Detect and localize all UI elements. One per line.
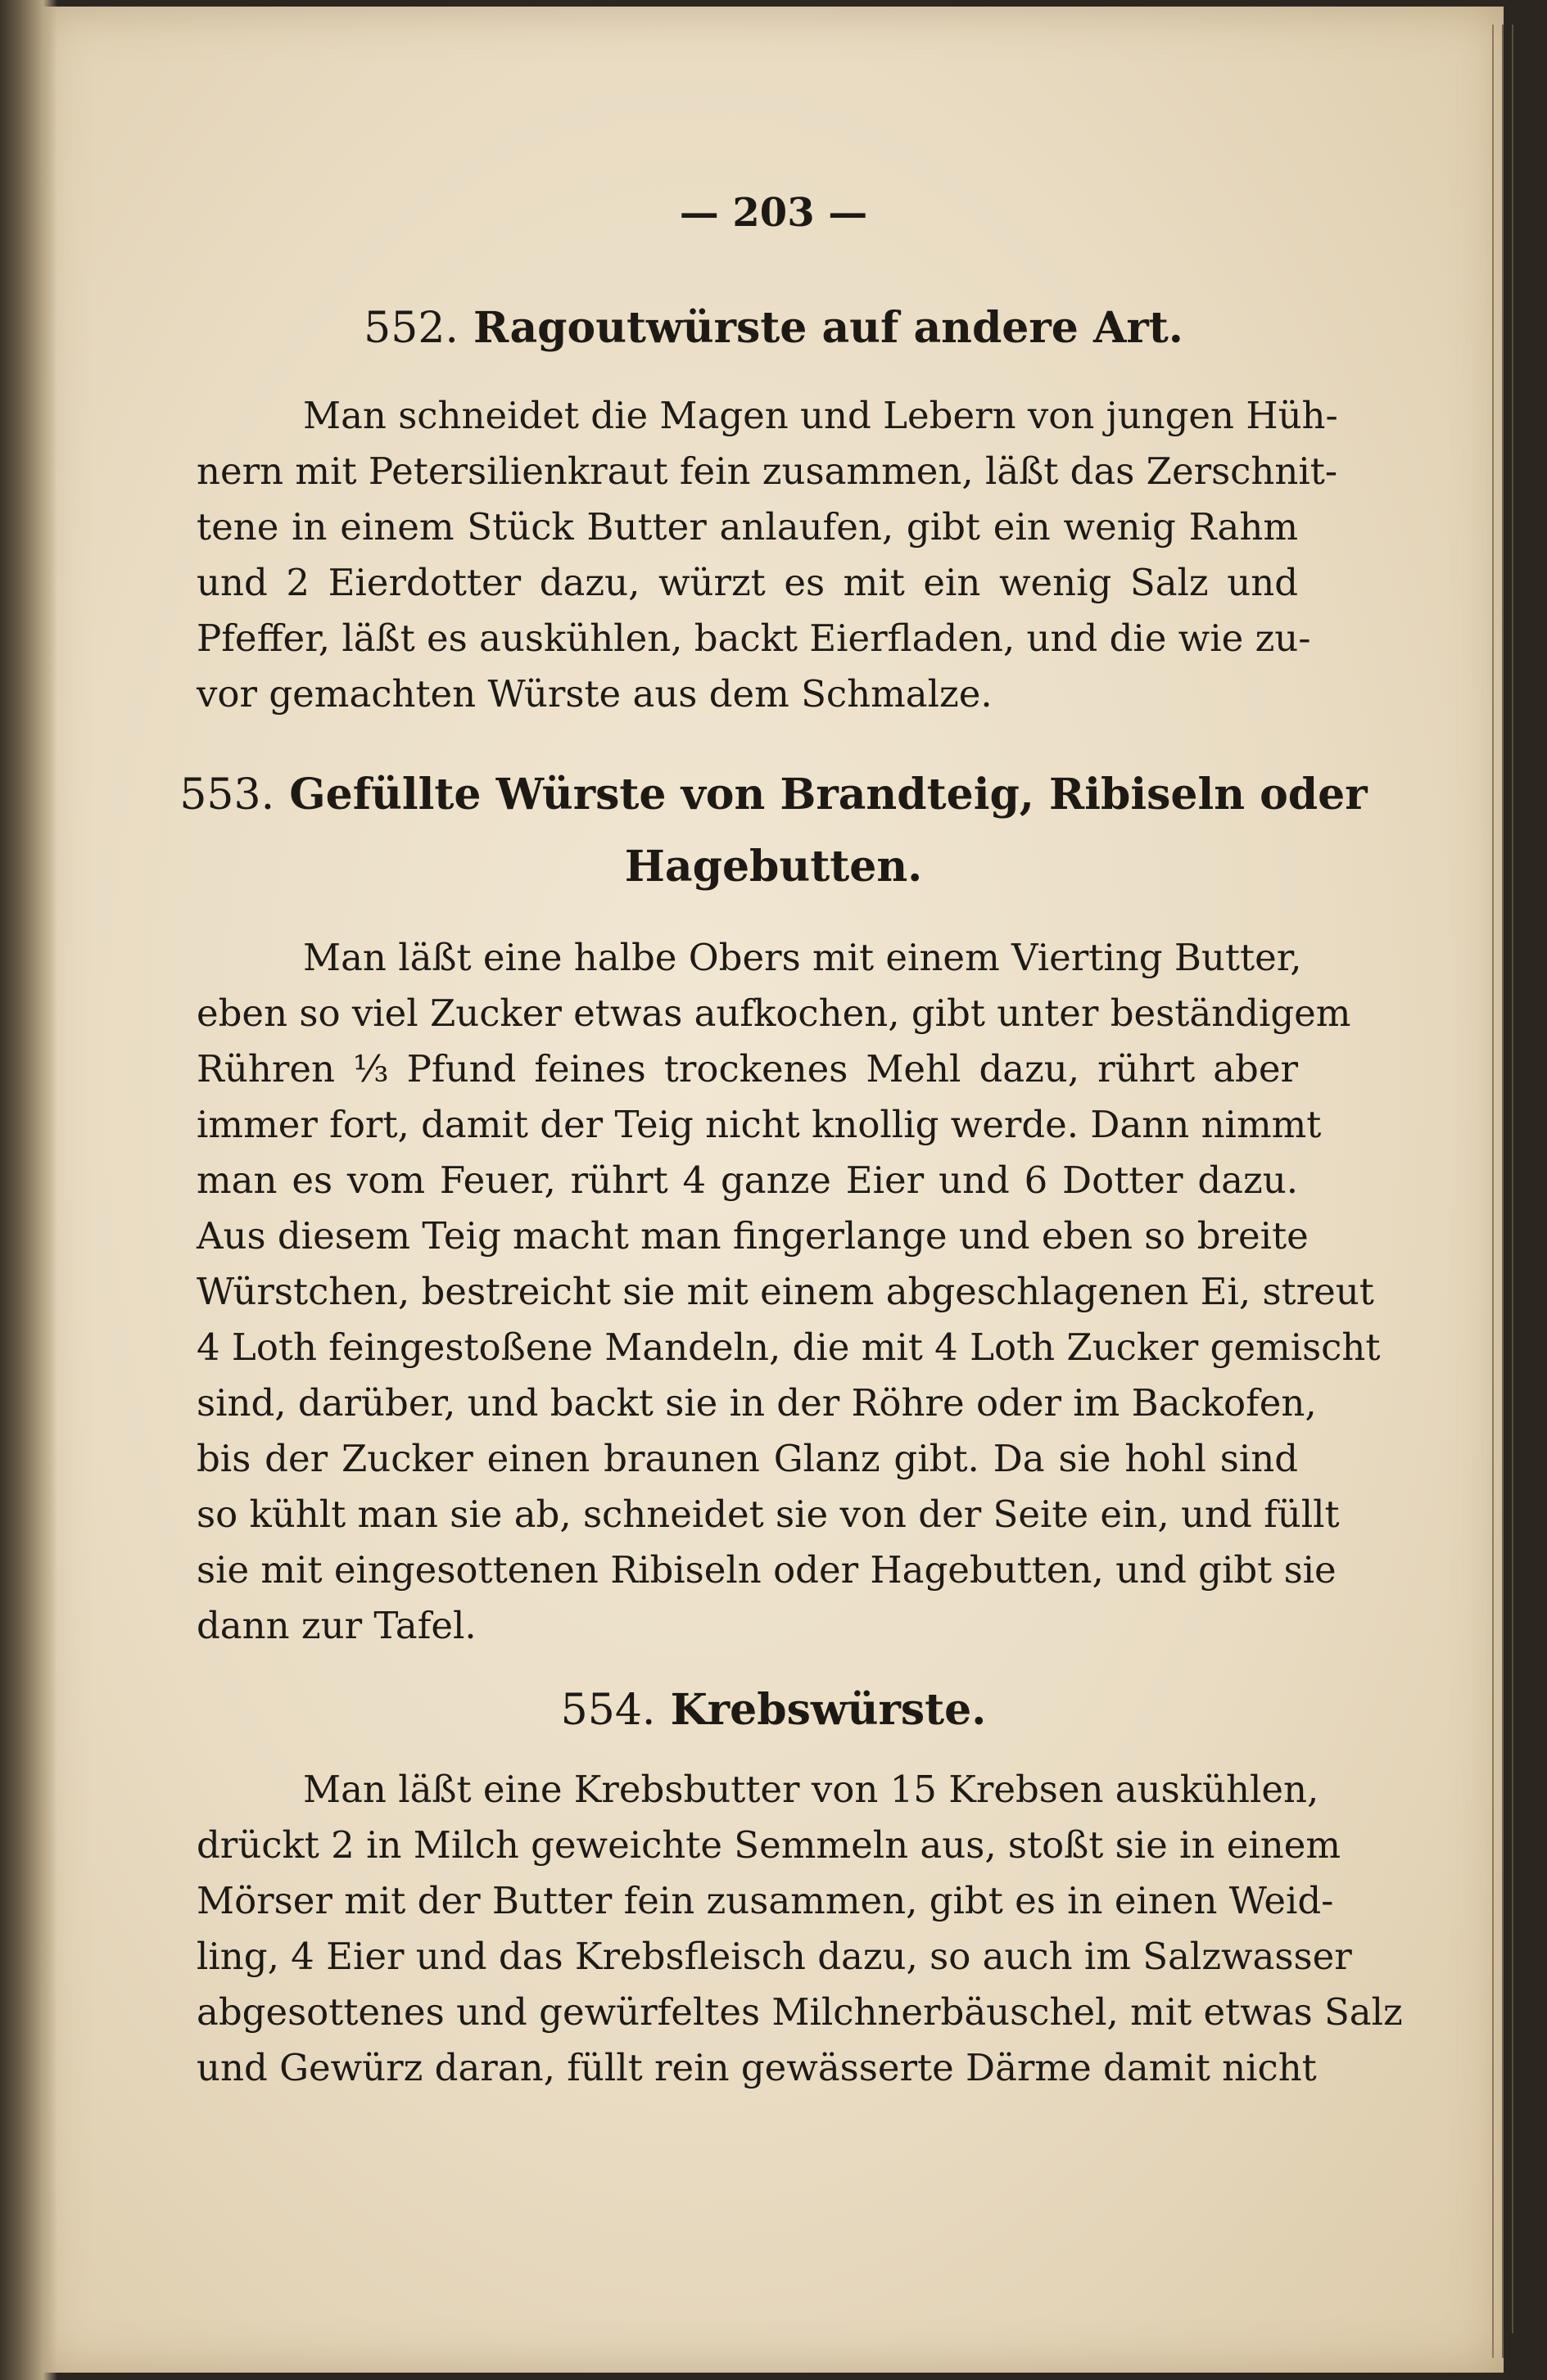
body-line: sie mit eingesottenen Ribiseln oder Hagebutten, und gibt sie <box>197 1548 1337 1592</box>
recipe-title: Krebswürste. <box>670 1685 987 1735</box>
recipe-heading-552 <box>0 303 1547 353</box>
body-line: Man läßt eine Krebsbutter von 15 Krebsen auskühlen, <box>303 1768 1319 1811</box>
body-line: und 2 Eierdotter dazu, würzt es mit ein wenig Salz und <box>197 561 1298 604</box>
body-line: sind, darüber, und backt sie in der Röhre oder im Backofen, <box>197 1381 1317 1425</box>
recipe-heading-553 <box>0 770 1547 820</box>
body-line: bis der Zucker einen braunen Glanz gibt. Da sie hohl sind <box>197 1437 1298 1480</box>
recipe-number: 553. <box>179 770 275 820</box>
recipe-heading-554 <box>0 1685 1547 1735</box>
body-line: eben so viel Zucker etwas aufkochen, gibt unter beständigem <box>197 991 1351 1035</box>
body-line: Aus diesem Teig macht man fingerlange und eben so breite <box>197 1214 1309 1258</box>
body-line: abgesottenes und gewürfeltes Milchnerbäuschel, mit etwas Salz <box>197 1990 1403 2034</box>
body-line: immer fort, damit der Teig nicht knollig werde. Dann nimmt <box>197 1103 1322 1146</box>
body-line: Pfeffer, läßt es auskühlen, backt Eierfladen, und die wie zu- <box>197 616 1311 660</box>
body-line: dann zur Tafel. <box>197 1604 477 1647</box>
recipe-number: 552. <box>364 304 459 353</box>
page-edge <box>1502 25 1504 2358</box>
body-line: nern mit Petersilienkraut fein zusammen, läßt das Zerschnit- <box>197 449 1338 493</box>
book-spine-shadow <box>0 0 57 2380</box>
page-number: — 203 — <box>679 190 868 236</box>
body-line: Man läßt eine halbe Obers mit einem Vierting Butter, <box>303 936 1302 979</box>
body-line: Mörser mit der Butter fein zusammen, gibt es in einen Weid- <box>197 1879 1334 1922</box>
page-edge <box>1492 25 1494 2358</box>
body-line: Rühren ⅓ Pfund feines trockenes Mehl dazu, rührt aber <box>197 1047 1298 1091</box>
recipe-title: Gefüllte Würste von Brandteig, Ribiseln oder <box>289 770 1368 820</box>
recipe-title-continued: Hagebutten. <box>624 842 923 892</box>
body-line: und Gewürz daran, füllt rein gewässerte Därme damit nicht <box>197 2046 1317 2089</box>
recipe-number: 554. <box>560 1686 656 1735</box>
recipe-title: Ragoutwürste auf andere Art. <box>473 303 1183 353</box>
page-edge <box>1512 25 1513 2333</box>
body-line: drückt 2 in Milch geweichte Semmeln aus, stoßt sie in einem <box>197 1823 1341 1867</box>
body-line: man es vom Feuer, rührt 4 ganze Eier und 6 Dotter dazu. <box>197 1158 1298 1202</box>
body-line: Würstchen, bestreicht sie mit einem abgeschlagenen Ei, streut <box>197 1270 1374 1313</box>
body-line: ling, 4 Eier und das Krebsfleisch dazu, so auch im Salzwasser <box>197 1935 1352 1978</box>
body-line: so kühlt man sie ab, schneidet sie von der Seite ein, und füllt <box>197 1493 1340 1536</box>
body-line: vor gemachten Würste aus dem Schmalze. <box>197 672 993 716</box>
body-line: Man schneidet die Magen und Lebern von jungen Hüh- <box>303 394 1338 437</box>
body-line: 4 Loth feingestoßene Mandeln, die mit 4 Loth Zucker gemischt <box>197 1325 1381 1369</box>
body-line: tene in einem Stück Butter anlaufen, gibt ein wenig Rahm <box>197 505 1298 549</box>
